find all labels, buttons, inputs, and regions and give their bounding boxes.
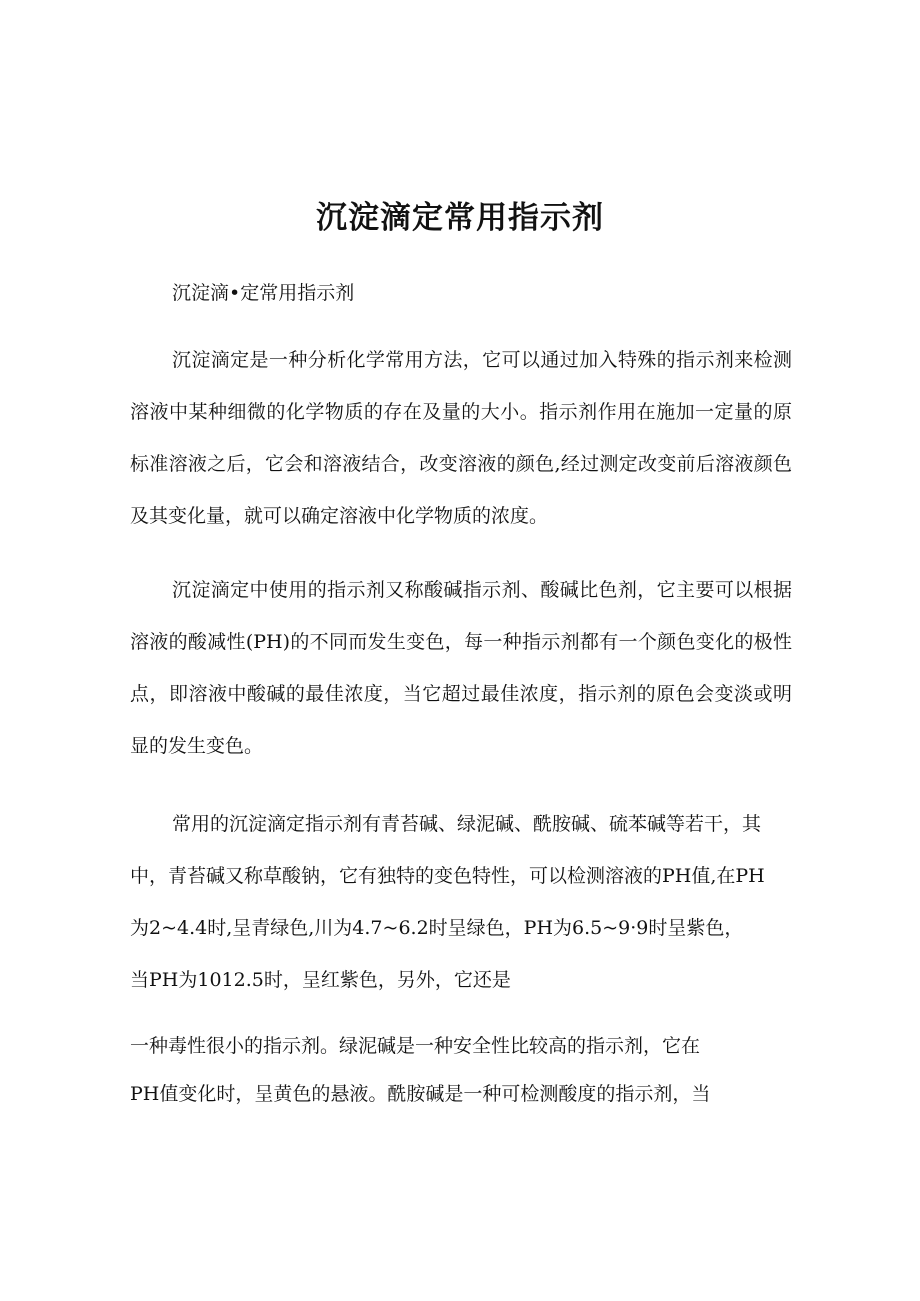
paragraph-continuation	[130, 1022, 792, 1118]
document-title: 沉淀滴定常用指示剂	[316, 200, 604, 236]
text-line: PH值变化时，呈黄色的悬液。酰胺碱是一种可检测酸度的指示剂，当	[130, 1083, 711, 1105]
text-line: 为2~4.4时,呈青绿色,川为4.7~6.2时呈绿色，PH为6.5~9·9时呈紫色，	[130, 917, 744, 939]
text-line: 中，青苔碱又称草酸钠，它有独特的变色特性，可以检测溶液的PH值,在PH	[130, 865, 765, 887]
paragraph-common-indicators	[130, 798, 792, 1006]
paragraph-indicators: 沉淀滴定中使用的指示剂又称酸碱指示剂、酸碱比色剂，它主要可以根据溶液的酸减性(PH)的不同而发生变色，每一种指示剂都有一个颜色变化的极性点，即溶液中酸碱的最佳浓度，当它超过最佳浓度，指示剂的原色会变淡或明显的发生变色。	[130, 579, 792, 757]
text-line: 当PH为1012.5时，呈红紫色，另外，它还是	[130, 969, 511, 991]
text-line: 一种毒性很小的指示剂。绿泥碱是一种安全性比较高的指示剂，它在	[130, 1035, 701, 1057]
document-subtitle: 沉淀滴•定常用指示剂	[172, 282, 355, 304]
paragraph-intro: 沉淀滴定是一种分析化学常用方法，它可以通过加入特殊的指示剂来检测溶液中某种细微的化学物质的存在及量的大小。指示剂作用在施加一定量的原标准溶液之后，它会和溶液结合，改变溶液的颜色,经过测定改变前后溶液颜色及其变化量，就可以确定溶液中化学物质的浓度。	[130, 349, 792, 527]
text-line: 常用的沉淀滴定指示剂有青苔碱、绿泥碱、酰胺碱、硫苯碱等若干，其	[172, 813, 762, 835]
